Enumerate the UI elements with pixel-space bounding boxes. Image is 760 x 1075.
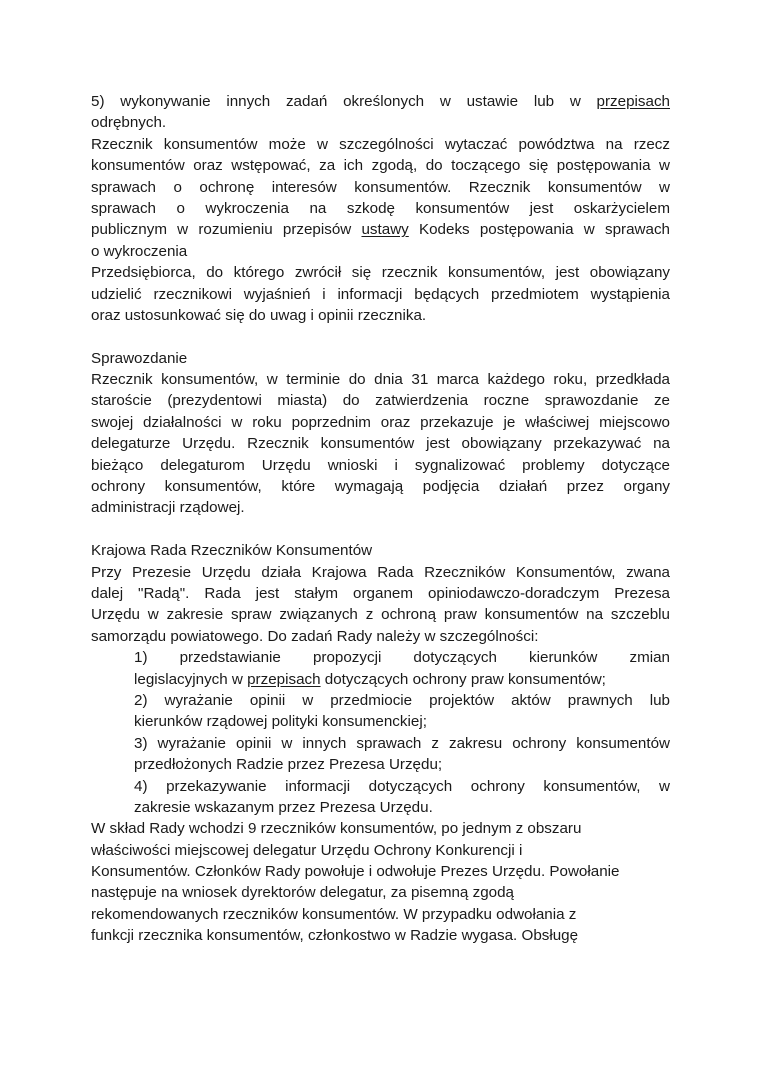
text-line: konsumentów oraz wstępować, za ich zgodą, do toczącego się postępowania w [91, 157, 670, 175]
text-line: staroście (prezydentowi miasta) do zatwierdzenia roczne sprawozdanie ze [91, 392, 670, 410]
text-line: udzielić rzecznikowi wyjaśnień i informacji będących przedmiotem wystąpienia [91, 285, 670, 303]
text-line: administracji rządowej. [91, 499, 245, 517]
list-item-4-line-1: 4) przekazywanie informacji dotyczących ochrony konsumentów, w [134, 777, 670, 795]
list-item-4-line-2: zakresie wskazanym przez Prezesa Urzędu. [134, 798, 433, 816]
ustawy-link[interactable]: ustawy [361, 221, 409, 239]
list-item-1-line-1: 1) przedstawianie propozycji dotyczących kierunków zmian [134, 649, 670, 667]
text-line: swojej działalności w roku poprzednim oraz przekazuje je właściwej miejscowo [91, 413, 670, 431]
list-item-3-line-2: przedłożonych Radzie przez Prezesa Urzędu; [134, 756, 443, 774]
text-line: Przedsiębiorca, do którego zwrócił się rzecznik konsumentów, jest obowiązany [91, 264, 670, 282]
list-item-2-line-2: kierunków rządowej polityki konsumenckiej; [134, 713, 427, 731]
text-line: bieżąco delegaturom Urzędu wnioski i sygnalizować problemy dotyczące [91, 456, 670, 474]
paragraph-gap [91, 519, 670, 540]
text-line: sprawach o wykroczenia na szkodę konsumentów jest oskarżycielem [91, 199, 670, 217]
text-line: 5) wykonywanie innych zadań określonych w ustawie lub w przepisach [91, 93, 670, 110]
text-line: Rzecznik konsumentów może w szczególności wytaczać powództwa na rzecz [91, 135, 670, 153]
text-line: Urzędu w zakresie spraw związanych z ochroną praw konsumentów na szczeblu [91, 606, 670, 624]
list-item-3-line-1: 3) wyrażanie opinii w innych sprawach z zakresu ochrony konsumentów [134, 734, 670, 752]
section-heading-krajowa-rada: Krajowa Rada Rzeczników Konsumentów [91, 542, 373, 560]
text-line: właściwości miejscowej delegatur Urzędu Ochrony Konkurencji i [91, 841, 523, 859]
text-line: Rzecznik konsumentów, w terminie do dnia 31 marca każdego roku, przedkłada [91, 371, 670, 389]
text-line: ochrony konsumentów, które wymagają podjęcia działań przez organy [91, 478, 670, 496]
list-item-1-line-2: legislacyjnych w przepisach dotyczących ochrony praw konsumentów; [134, 670, 606, 688]
text-line: publicznym w rozumieniu przepisów ustawy Kodeks postępowania w sprawach [91, 221, 670, 239]
document-body [91, 91, 670, 947]
text-line: dalej "Radą". Rada jest stałym organem opiniodawczo-doradczym Prezesa [91, 584, 670, 602]
text-line: odrębnych. [91, 114, 167, 132]
text-line: o wykroczenia [91, 242, 188, 260]
text-line: następuje na wniosek dyrektorów delegatur, za pisemną zgodą [91, 884, 514, 902]
text-line: rekomendowanych rzeczników konsumentów. W przypadku odwołania z [91, 905, 577, 923]
text-line: funkcji rzecznika konsumentów, członkostwo w Radzie wygasa. Obsługę [91, 927, 579, 945]
przepisach-link[interactable]: przepisach [596, 93, 670, 110]
text-line: sprawach o ochronę interesów konsumentów. Rzecznik konsumentów w [91, 178, 670, 196]
text-line: Konsumentów. Członków Rady powołuje i odwołuje Prezes Urzędu. Powołanie [91, 863, 620, 881]
text-line: oraz ustosunkować się do uwag i opinii rzecznika. [91, 306, 427, 324]
tasks-list [134, 647, 670, 818]
przepisach-link[interactable]: przepisach [247, 670, 321, 688]
text-line: Przy Prezesie Urzędu działa Krajowa Rada Rzeczników Konsumentów, zwana [91, 563, 670, 581]
text-line: delegaturze Urzędu. Rzecznik konsumentów jest obowiązany przekazywać na [91, 435, 670, 453]
text-line: samorządu powiatowego. Do zadań Rady należy w szczególności: [91, 627, 539, 645]
list-item-2-line-1: 2) wyrażanie opinii w przedmiocie projektów aktów prawnych lub [134, 691, 670, 709]
text-line: W skład Rady wchodzi 9 rzeczników konsumentów, po jednym z obszaru [91, 820, 582, 838]
paragraph-gap [91, 326, 670, 347]
section-heading-sprawozdanie: Sprawozdanie [91, 349, 188, 367]
